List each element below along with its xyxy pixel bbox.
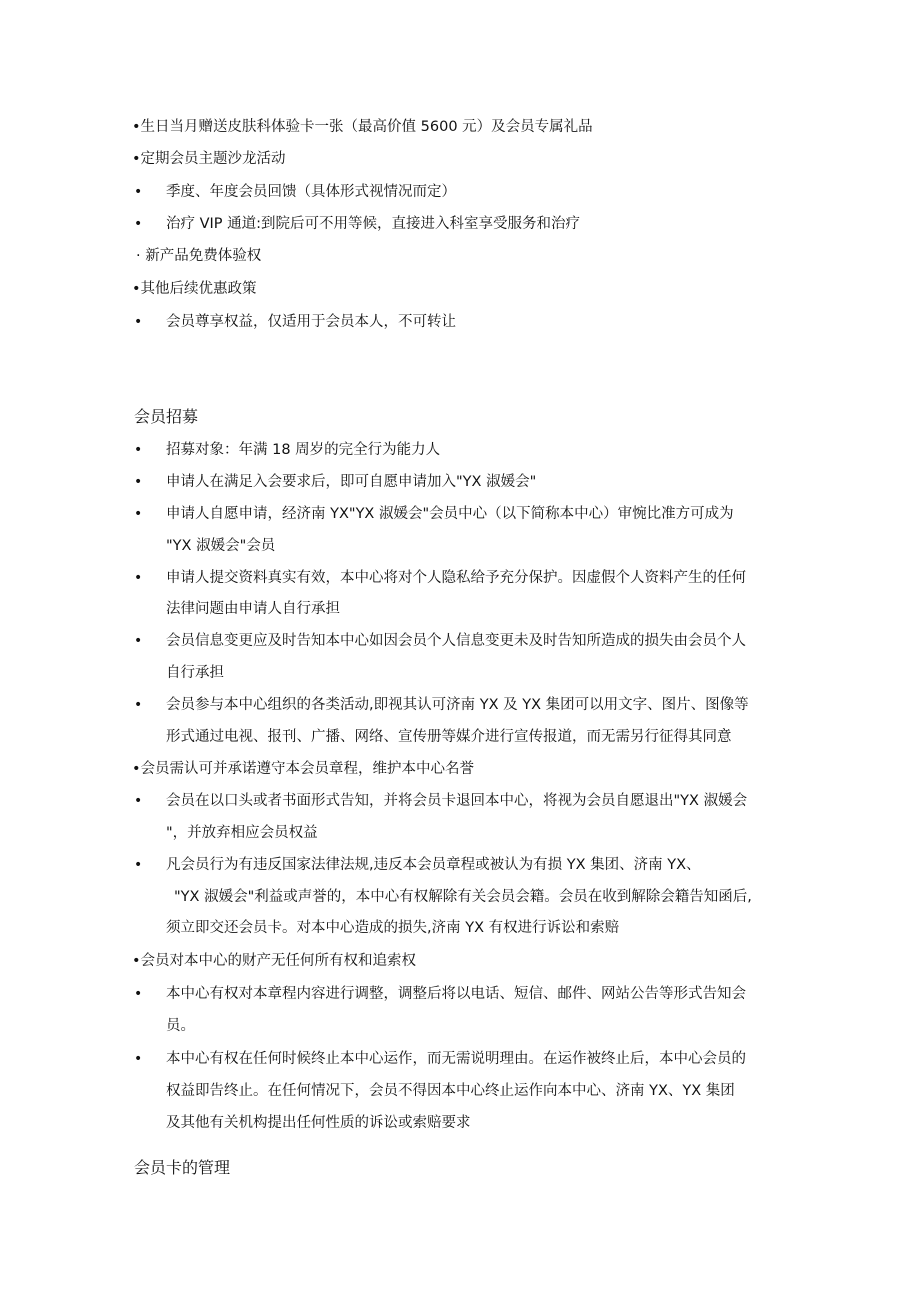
recruit-item-terminate-cont2: 及其他有关机构提出任何性质的诉讼或索赔要求: [166, 1115, 471, 1131]
recruit-item-privacy-cont: 法律问题由申请人自行承担: [166, 601, 340, 617]
recruit-item-violation: 凡会员行为有违反国家法律法规,违反本会员章程或被认为有损 YX 集团、济南 YX、: [166, 857, 701, 873]
section-heading-card: 会员卡的管理: [134, 1158, 231, 1177]
recruit-item-info-change-cont: 自行承担: [166, 665, 224, 681]
benefit-other: •其他后续优惠政策: [132, 281, 257, 297]
recruit-item-violation-cont: "YX 淑媛会"利益或声誉的，本中心有权解除有关会员会籍。会员在收到解除会籍告知函后,: [174, 889, 752, 905]
benefit-feedback: 季度、年度会员回馈（具体形式视情况而定）: [166, 184, 456, 200]
recruit-line-property: •会员对本中心的财产无任何所有权和追索权: [132, 953, 417, 969]
recruit-item-info-change: 会员信息变更应及时告知本中心如因会员个人信息变更未及时告知所造成的损失由会员个人: [166, 633, 746, 649]
recruit-item-terminate: 本中心有权在任何时候终止本中心运作，而无需说明理由。在运作被终止后，本中心会员的: [166, 1051, 746, 1067]
benefit-salon: •定期会员主题沙龙活动: [132, 151, 286, 167]
bullet: •: [134, 1051, 143, 1067]
recruit-item-apply: 申请人在满足入会要求后，即可自愿申请加入"YX 淑媛会": [166, 474, 537, 490]
bullet: •: [134, 570, 143, 586]
recruit-item-adjust-cont: 员。: [166, 1018, 195, 1034]
recruit-item-activities-cont: 形式通过电视、报刊、广播、网络、宣传册等媒介进行宣传报道，而无需另行征得其同意: [166, 729, 732, 745]
benefit-new-product: · 新产品免费体验权: [136, 248, 262, 264]
bullet: •: [134, 506, 143, 522]
bullet: •: [134, 633, 143, 649]
benefit-non-transferable: 会员尊享权益，仅适用于会员本人，不可转让: [166, 314, 456, 330]
recruit-item-adjust: 本中心有权对本章程内容进行调整，调整后将以电话、短信、邮件、网站公告等形式告知会: [166, 986, 746, 1002]
bullet: •: [134, 857, 143, 873]
bullet: •: [134, 986, 143, 1002]
recruit-item-terminate-cont: 权益即告终止。在任何情况下，会员不得因本中心终止运作向本中心、济南 YX、YX 集团: [166, 1083, 735, 1099]
bullet: •: [134, 474, 143, 490]
recruit-item-target: 招募对象：年满 18 周岁的完全行为能力人: [166, 442, 441, 458]
bullet: •: [134, 793, 143, 809]
recruit-line-reputation: •会员需认可并承诺遵守本会员章程，维护本中心名誉: [132, 761, 475, 777]
benefit-birthday-gift: •生日当月赠送皮肤科体验卡一张（最高价值 5600 元）及会员专属礼品: [132, 119, 593, 135]
bullet: •: [134, 314, 143, 330]
bullet: •: [134, 442, 143, 458]
benefit-vip-channel: 治疗 VIP 通道:到院后可不用等候，直接进入科室享受服务和治疗: [166, 216, 581, 232]
bullet: •: [134, 216, 143, 232]
recruit-item-approval-cont: "YX 淑媛会"会员: [166, 538, 276, 554]
recruit-item-approval: 申请人自愿申请，经济南 YX"YX 淑媛会"会员中心（以下简称本中心）审惋比准方可成为: [166, 506, 734, 522]
recruit-item-activities: 会员参与本中心组织的各类活动,即视其认可济南 YX 及 YX 集团可以用文字、图片、图像等: [166, 697, 749, 713]
recruit-item-withdraw: 会员在以口头或者书面形式告知，并将会员卡退回本中心，将视为会员自愿退出"YX 淑媛会: [166, 793, 748, 809]
bullet: •: [134, 697, 143, 713]
recruit-item-violation-cont2: 须立即交还会员卡。对本中心造成的损失,济南 YX 有权进行诉讼和索赔: [166, 920, 620, 936]
recruit-item-privacy: 申请人提交资料真实有效，本中心将对个人隐私给予充分保护。因虚假个人资料产生的任何: [166, 570, 746, 586]
recruit-item-withdraw-cont: "，并放弃相应会员权益: [166, 825, 318, 841]
section-heading-recruit: 会员招募: [134, 407, 199, 426]
bullet: •: [134, 184, 143, 200]
